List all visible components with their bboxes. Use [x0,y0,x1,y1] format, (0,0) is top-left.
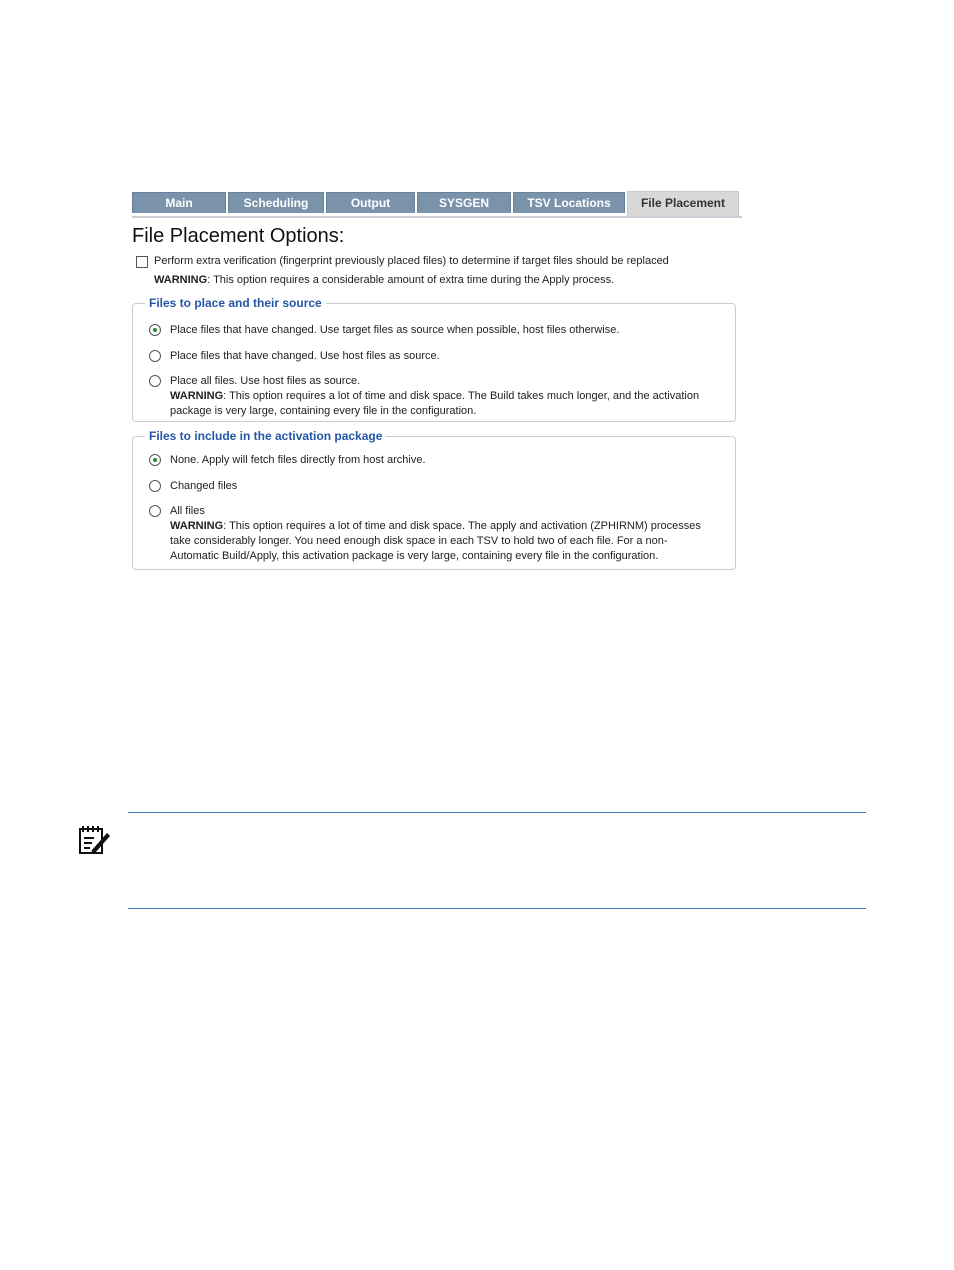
radio-selected[interactable] [149,324,161,336]
option-text: All files [170,505,205,517]
note-top-rule [128,812,866,813]
page-title: File Placement Options: [132,225,345,247]
option-label [170,504,701,564]
files-to-place-legend: Files to place and their source [145,296,326,310]
option-label: None. Apply will fetch files directly from host archive. [170,454,426,466]
warning-line: Automatic Build/Apply, this activation package is very large, containing every file in the configuration. [170,550,659,562]
radio-selected[interactable] [149,454,161,466]
tab-scheduling[interactable]: Scheduling [228,192,324,213]
option-label [170,374,699,419]
files-to-place-group [132,296,736,422]
option-label: Changed files [170,480,238,492]
tab-file-placement[interactable]: File Placement [627,191,739,216]
warning-text: : This option requires a considerable amount of extra time during the Apply process. [207,274,615,286]
warning-line: : This option requires a lot of time and disk space. The Build takes much longer, and the activation [223,390,700,402]
extra-verification-label: Perform extra verification (fingerprint previously placed files) to determine if target files should be replaced [154,255,669,267]
extra-verification-warning [154,274,614,286]
option-text: Place all files. Use host files as source. [170,375,361,387]
warning-line: package is very large, containing every file in the configuration. [170,405,477,417]
option-label: Place files that have changed. Use target files as source when possible, host files otherwise. [170,324,620,336]
warning-prefix: WARNING [154,274,208,286]
warning-line: : This option requires a lot of time and disk space. The apply and activation (ZPHIRNM) processes [223,520,701,532]
tab-bar [132,190,742,218]
note-icon [78,824,110,856]
radio-unselected[interactable] [149,375,161,387]
radio-unselected[interactable] [149,505,161,517]
warning-prefix: WARNING [170,390,224,402]
warning-line: take considerably longer. You need enough disk space in each TSV to hold two of each file. For a non- [170,535,668,547]
note-bottom-rule [128,908,866,909]
option-label: Place files that have changed. Use host files as source. [170,350,440,362]
warning-prefix: WARNING [170,520,224,532]
extra-verification-checkbox[interactable] [136,256,148,268]
files-to-include-legend: Files to include in the activation package [145,429,386,443]
files-to-include-group [132,429,736,570]
tab-output[interactable]: Output [326,192,415,213]
tab-tsv-locations[interactable]: TSV Locations [513,192,625,213]
radio-unselected[interactable] [149,480,161,492]
tab-main[interactable]: Main [132,192,226,213]
tab-sysgen[interactable]: SYSGEN [417,192,511,213]
radio-unselected[interactable] [149,350,161,362]
file-placement-screenshot [132,190,744,575]
